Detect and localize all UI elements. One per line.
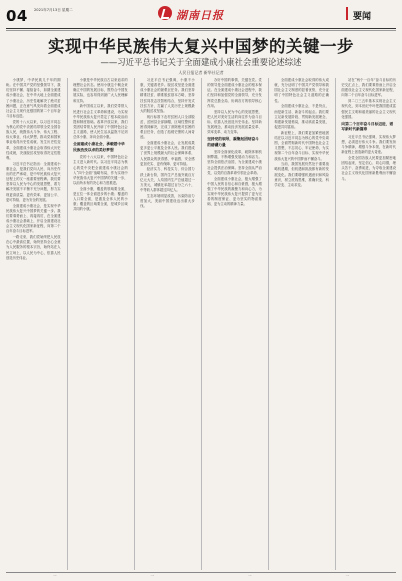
- article-body: [6, 78, 396, 570]
- header-rule-thin: [6, 30, 396, 31]
- body-paragraph: 党的十八大以来，以习近平同志为核心的党中央团结带领全党全国各族人民，统揽伟大斗争、伟大工程、伟大事业、伟大梦想，推动党和国家事业取得历史性成就、发生历史性变革，全面建成小康社会取得伟大历史性成就，决战脱贫攻坚取得决定性胜利。: [6, 119, 61, 160]
- text-column: [140, 78, 195, 570]
- body-paragraph: 站在“两个一百年”奋斗目标的历史交汇点上，我们要乘势而上开启全面建设社会主义现代化国家新征程，向第二个百年奋斗目标进军。: [341, 78, 396, 98]
- body-paragraph: 全面建成小康社会，不是终点，而是新生活、新奋斗的起点。我们要立足新发展阶段、贯彻新发展理念、构建新发展格局，推动高质量发展，促进共同富裕。: [274, 104, 329, 129]
- column-divider: [201, 78, 202, 570]
- body-paragraph: 坚持以人民为中心的发展思想，把人民对美好生活的向往作为奋斗目标，依靠人民创造历史伟业。坚持新发展理念，推动经济发展质量变革、效率变革、动力变革。: [207, 109, 262, 135]
- body-paragraph: 小康是中华民族自古以来追求的理想社会状态。使用小康这个概念来确立中国的发展目标，既符合中国发展实际，也容易得到最广大人民理解和支持。: [73, 78, 128, 103]
- body-paragraph: 全面建成小康社会，是实现中华民族伟大复兴中国梦的关键一步。我们要乘势而上、再接再厉，在全面建成小康社会基础上，开启全面建设社会主义现代化国家新征程，向第二个百年奋斗目标进军。: [6, 203, 61, 234]
- body-paragraph: 全党全国各族人民要更加紧密地团结起来，坚定信心、同心同德，埋头苦干、奋勇前进，为夺取全面建设社会主义现代化国家新胜利而不懈奋斗。: [341, 155, 396, 181]
- section-subtitle: 全面建成小康社会，承载着中华民族孜孜以求的美好梦想: [73, 142, 125, 152]
- body-paragraph: 经济实力、科技实力、综合国力跃上新台阶，国内生产总值突破百万亿元大关，人均国内生产总值超过一万美元，城镇化率超过百分之六十，中等收入群体超过四亿人。: [140, 167, 195, 193]
- body-paragraph: 全面建成小康社会取得的伟大成就，充分证明了中国共产党领导和我国社会主义制度的显著优势，充分证明了中国特色社会主义道路的正确性。: [274, 78, 329, 103]
- body-paragraph: 党的十八大以来，中国特色社会主义进入新时代。以习近平同志为核心的党中央把全面建成小康社会纳入“四个全面”战略布局，作为实现中华民族伟大复兴中国梦的关键一步，以前所未有的决心和力度推进。: [73, 155, 128, 186]
- footer-mark: 一: [150, 574, 154, 578]
- body-paragraph: 一路走来，我们党始终把人民放在心中最高位置，始终坚持全心全意为人民服务的根本宗旨，始终站在人民立场上，以人民为中心，依靠人民创造历史伟业。: [6, 235, 61, 260]
- newspaper-name: 湖南日报: [176, 9, 224, 22]
- body-paragraph: 习近平总书记强调，小康不小康，关键看老乡。脱贫攻坚是全面建成小康社会的最艰巨任务。我们坚持精准扶贫、精准脱贫基本方略，坚持扶贫同扶志扶智相结合，坚持开发式扶贫方针，打赢了人类历史上规模最大的脱贫攻坚战。: [140, 78, 195, 113]
- body-paragraph: 习近平总书记指出：全面建成小康社会，是我们党向人民、向历史作出的庄严承诺，是中华民族伟大复兴征程上的又一座重要里程碑。我们要坚持以人民为中心的发展思想，着力解决发展不平衡不充分问题，努力实现更高质量、更有效率、更加公平、更可持续、更为安全的发展。: [6, 161, 61, 202]
- footer-rule: [6, 572, 396, 573]
- body-paragraph: 全面建成小康社会，极大增强了中国人民的自信心和自豪感，极大增强了中华民族的凝聚力和向心力，为实现中华民族伟大复兴提供了更为完善的制度保证、更为坚实的物质基础、更为主动的精神力量。: [207, 176, 262, 207]
- page-number: 04: [6, 7, 28, 25]
- body-paragraph: 习近平总书记强调，实现伟大梦想，必须进行伟大斗争。我们要发扬斗争精神，增强斗争本领，在新时代新征程上创造新的更大奇迹。: [341, 134, 396, 155]
- column-divider: [268, 78, 269, 570]
- article-headline: 实现中华民族伟大复兴中国梦的关键一步: [48, 37, 354, 56]
- party-emblem-icon: [158, 6, 172, 20]
- body-paragraph: 到二〇三五年基本实现社会主义现代化，到本世纪中叶把我国建成富强民主文明和谐美丽的社会主义现代化强国。: [341, 99, 396, 119]
- column-divider: [134, 78, 135, 570]
- section-marker: [346, 7, 348, 20]
- body-paragraph: 全面小康，覆盖的领域要全面，是五位一体全面进步的小康；覆盖的人口要全面，是惠及全体人民的小康；覆盖的区域要全面，是城乡区域共同的小康。: [73, 186, 128, 212]
- body-paragraph: 新征程上，我们要更加紧密地团结在以习近平同志为核心的党中央周围，全面贯彻新时代中国特色社会主义思想，不忘初心、牢记使命，为实现第二个百年奋斗目标、实现中华民族伟大复兴的中国梦而不懈奋斗。: [274, 130, 329, 161]
- column-divider: [67, 78, 68, 570]
- section-label: 要闻: [353, 12, 372, 22]
- body-paragraph: 办好中国的事情，关键在党。党的领导是全面建成小康社会的根本保证。在全面建成小康社会进程中，我们坚持和加强党的全面领导，充分发挥党总揽全局、协调各方的领导核心作用。: [207, 78, 262, 108]
- footer-mark: 一: [248, 574, 252, 578]
- text-column: [6, 78, 61, 570]
- newspaper-logo: [158, 5, 248, 27]
- body-paragraph: 小康梦，中华民族几千年的期盼。在中国共产党的坚强领导下，我们坚持不懈、接续奋斗，如期全面建成小康社会，在中华大地上全面建成了小康社会，历史性地解决了绝对贫困问题，正在意气风发向着全面建成社会主义现代化强国的第二个百年奋斗目标迈进。: [6, 78, 61, 119]
- section-subtitle: 坚持党的领导，凝聚起团结奋斗的磅礴力量: [207, 137, 259, 147]
- section-subtitle: 向第二个百年奋斗目标迈进，谱写新时代新篇章: [341, 121, 394, 132]
- footer-mark: 一: [53, 574, 57, 578]
- text-column: [73, 78, 128, 570]
- article-byline: 人民日报记者 新华社记者: [178, 70, 224, 75]
- article-subhead: ——习近平总书记关于全面建成小康社会重要论述综述: [100, 57, 302, 67]
- body-paragraph: 生态环境明显改善，污染防治力度加大，美丽中国建设迈出重大步伐。: [140, 193, 195, 209]
- body-paragraph: 坚持全面深化改革，破除体制机制弊端，不断增强发展动力和活力。坚持全面依法治国，为全面建成小康社会提供法治保障。坚持全面从严治党，以党的自我革命引领社会革命。: [207, 150, 262, 175]
- column-divider: [335, 78, 336, 570]
- text-column: [207, 78, 262, 570]
- footer: [6, 574, 396, 580]
- masthead: [0, 0, 402, 30]
- footer-mark: 一: [345, 574, 349, 578]
- text-column: [341, 78, 396, 570]
- header-rule: [6, 28, 396, 29]
- body-paragraph: 现行标准下农村贫困人口全部脱贫，贫困县全部摘帽，区域性整体贫困得到解决，完成了消除绝对贫困的艰巨任务，创造了彪炳史册的人间奇迹。: [140, 114, 195, 140]
- body-paragraph: 全面建成小康社会，让发展成果更多更公平惠及全体人民。我们建成了世界上规模最大的社会保障体系，人民群众的获得感、幸福感、安全感更加充实、更有保障、更可持续。: [140, 141, 195, 166]
- date-line: 2021年7月13日 星期二: [34, 8, 73, 12]
- body-paragraph: 新中国成立以来，我们党带领人民进行社会主义革命和建设，为实现中华民族伟大复兴奠定了根本政治前提和制度基础。改革开放以来，我们党团结带领人民开辟了中国特色社会主义道路，使人民生活从温饱不足到总体小康、奔向全面小康。: [73, 104, 128, 140]
- text-column: [274, 78, 329, 570]
- body-paragraph: 当前，我国发展仍然处于重要战略机遇期，但机遇和挑战都有新的发展变化。我们要增强机遇意识和风险意识，树立底线思维，准确识变、科学应变、主动求变。: [274, 162, 329, 187]
